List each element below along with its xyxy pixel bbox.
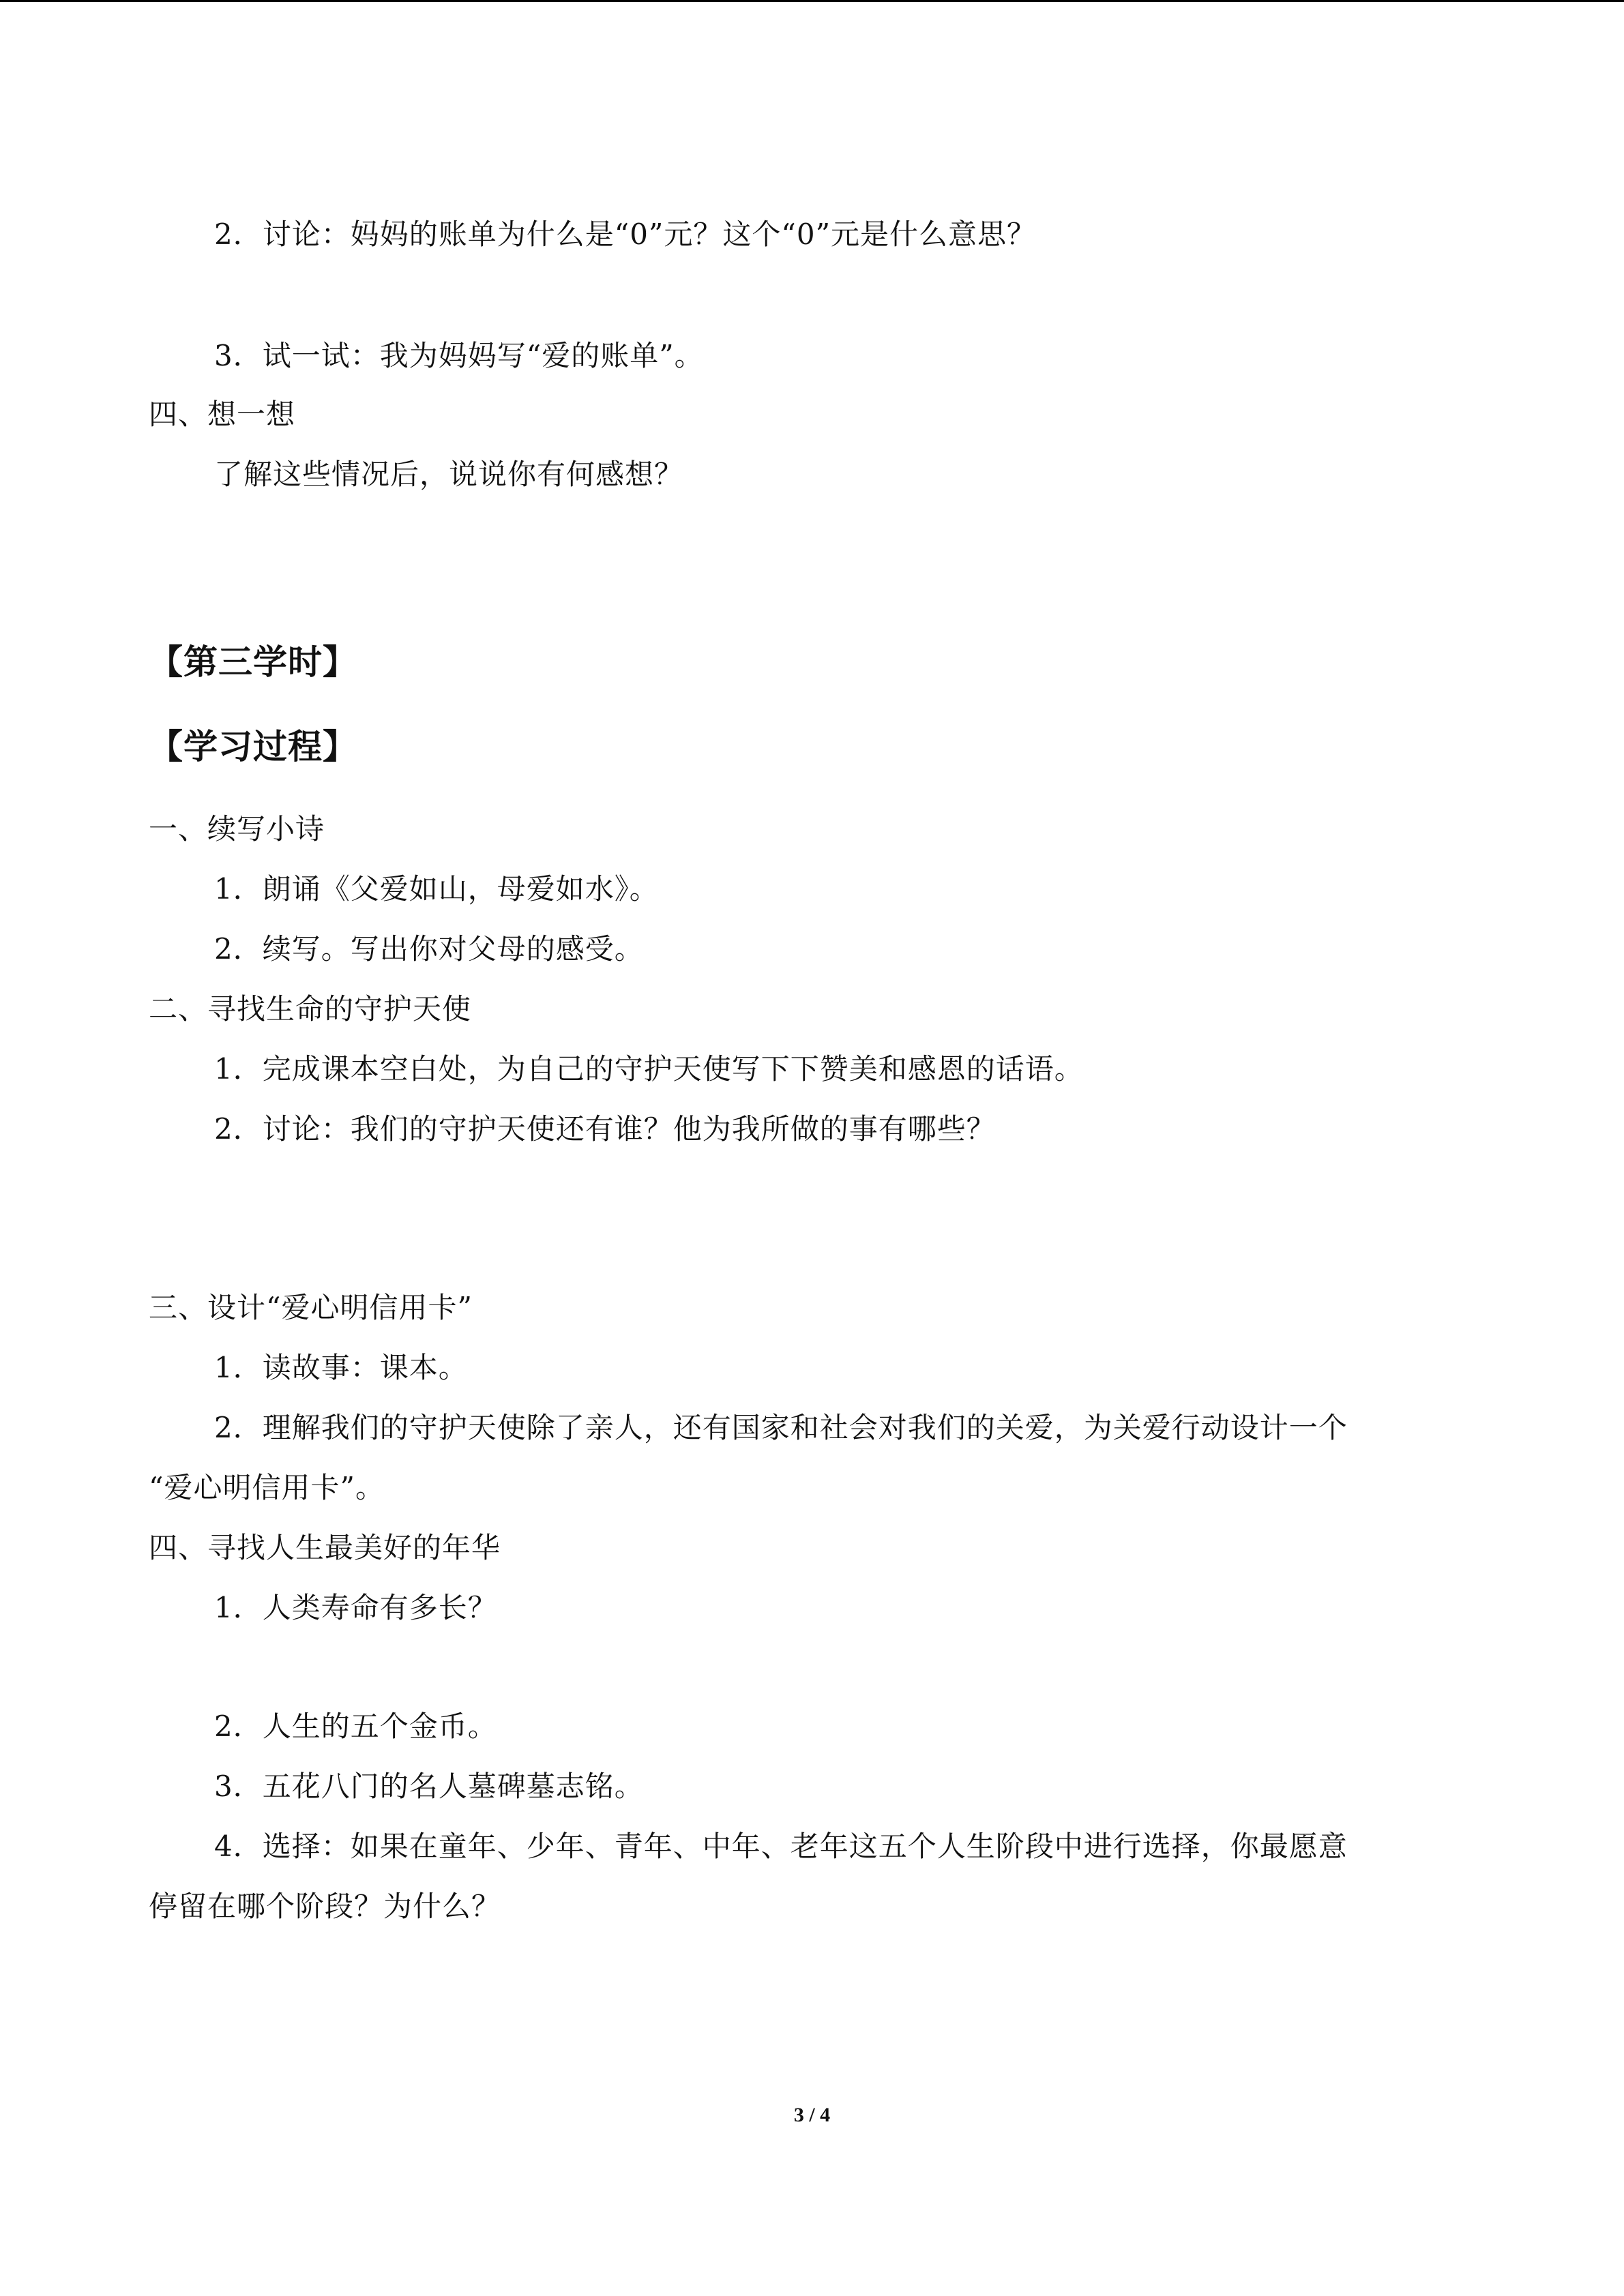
section-title-poem: 一、续写小诗: [149, 812, 325, 846]
section-title-angel: 二、寻找生命的守护天使: [149, 992, 472, 1026]
discussion-item-2: 2．讨论：妈妈的账单为什么是“0”元？这个“0”元是什么意思？: [214, 218, 1037, 251]
page-top-border: [0, 0, 1624, 2]
life-item-4-continued: 停留在哪个阶段？为什么？: [149, 1890, 501, 1923]
section-title-card: 三、设计“爱心明信用卡”: [149, 1291, 473, 1324]
learning-process-heading: 【学习过程】: [149, 727, 357, 766]
think-question: 了解这些情况后，说说你有何感想？: [214, 458, 684, 491]
life-item-3: 3．五花八门的名人墓碑墓志铭。: [214, 1770, 644, 1803]
card-item-2-continued: “爱心明信用卡”。: [149, 1471, 385, 1504]
card-item-1: 1．读故事：课本。: [214, 1351, 468, 1384]
page-number: 3 / 4: [793, 2104, 831, 2126]
card-item-2: 2．理解我们的守护天使除了亲人，还有国家和社会对我们的关爱，为关爱行动设计一个: [214, 1411, 1348, 1444]
life-item-1: 1．人类寿命有多长？: [214, 1591, 497, 1624]
lesson-three-heading: 【第三学时】: [149, 642, 357, 682]
life-item-4: 4．选择：如果在童年、少年、青年、中年、老年这五个人生阶段中进行选择，你最愿意: [214, 1830, 1348, 1863]
poem-item-1: 1．朗诵《父爱如山，母爱如水》。: [214, 872, 659, 906]
section-title-think: 四、想一想: [149, 398, 296, 431]
angel-item-2: 2．讨论：我们的守护天使还有谁？他为我所做的事有哪些？: [214, 1112, 996, 1146]
angel-item-1: 1．完成课本空白处，为自己的守护天使写下下赞美和感恩的话语。: [214, 1052, 1084, 1086]
life-item-2: 2．人生的五个金币。: [214, 1710, 497, 1743]
section-title-life: 四、寻找人生最美好的年华: [149, 1531, 501, 1564]
try-item-3: 3．试一试：我为妈妈写“爱的账单”。: [214, 339, 704, 372]
poem-item-2: 2．续写。写出你对父母的感受。: [214, 932, 644, 966]
